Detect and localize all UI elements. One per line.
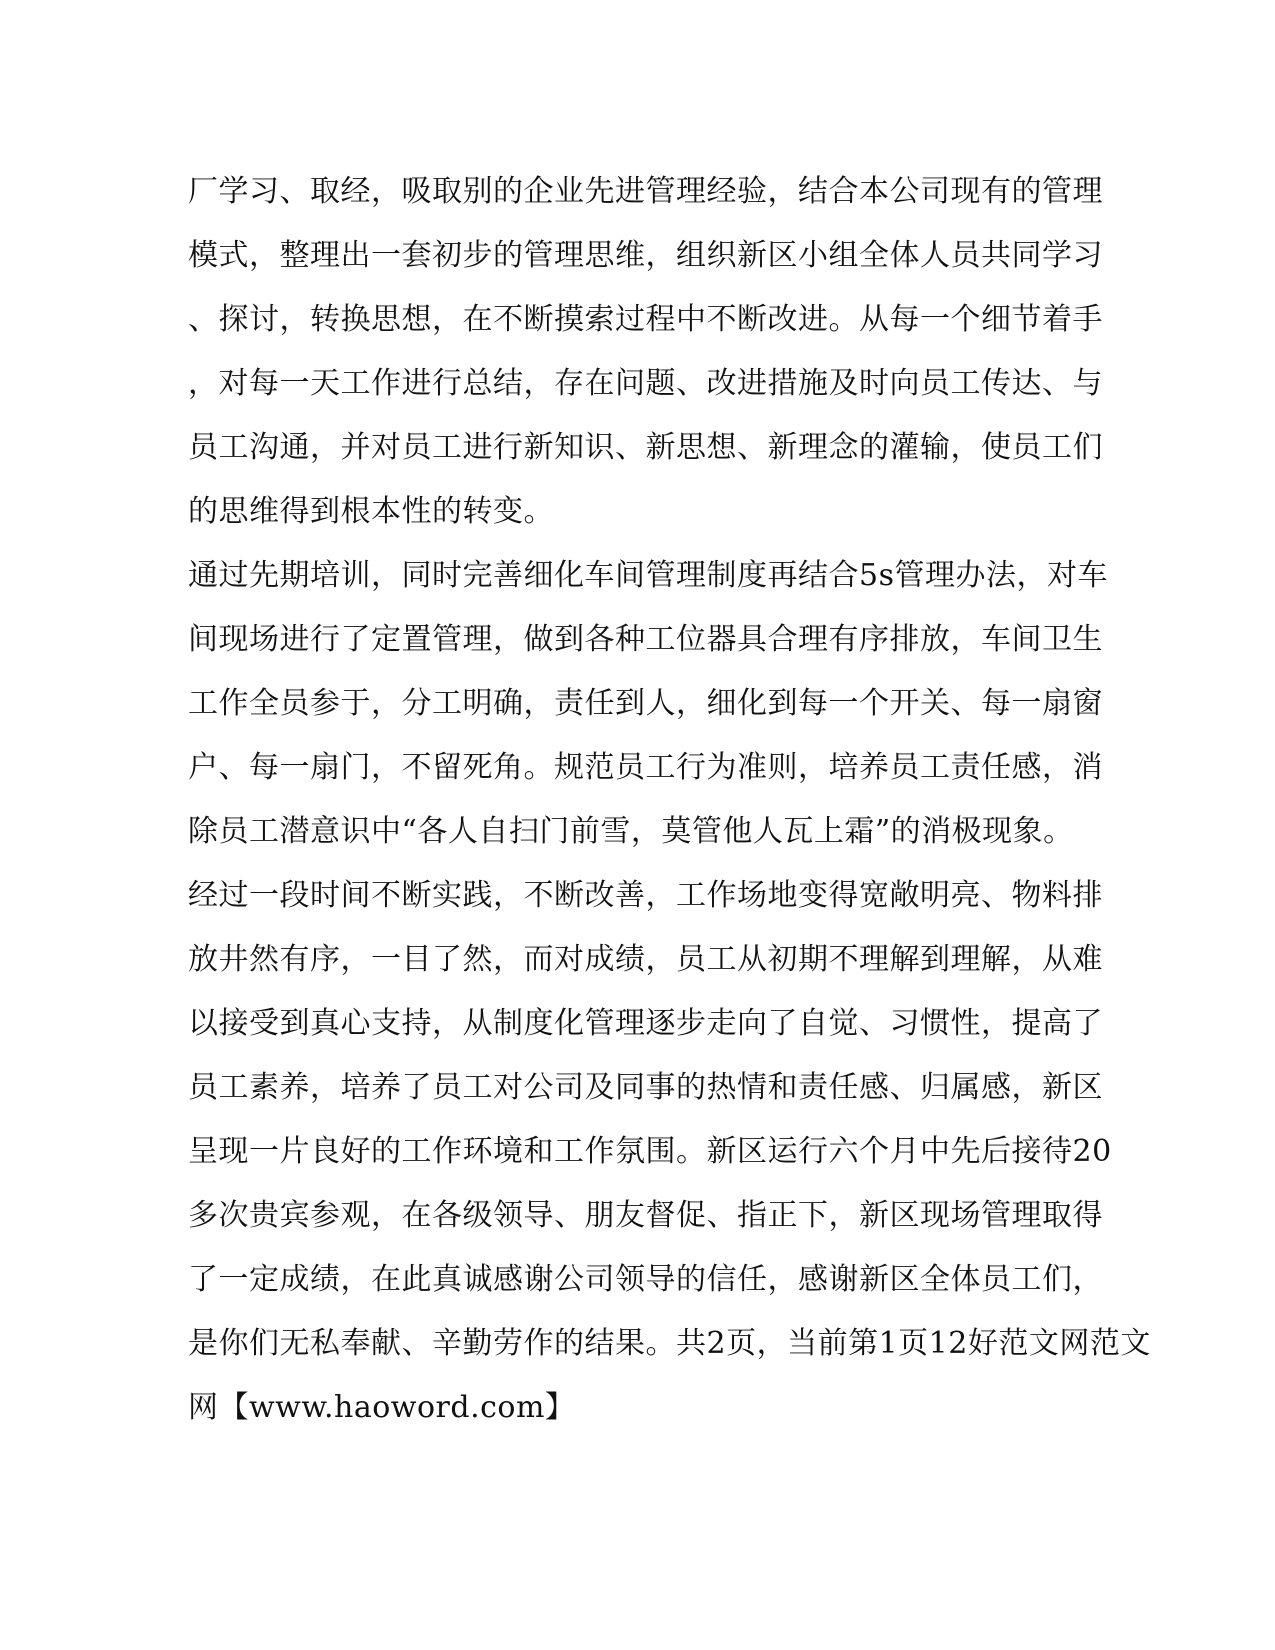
text-line: 通过先期培训，同时完善细化车间管理制度再结合5s管理办法，对车 bbox=[188, 558, 1108, 593]
text-line: 多次贵宾参观，在各级领导、朋友督促、指正下，新区现场管理取得 bbox=[188, 1198, 1103, 1233]
text-line: ，对每一天工作进行总结，存在问题、改进措施及时向员工传达、与 bbox=[188, 366, 1103, 401]
text-line: 员工素养，培养了员工对公司及同事的热情和责任感、归属感，新区 bbox=[188, 1070, 1103, 1105]
body-text bbox=[188, 160, 1151, 1440]
text-line: 经过一段时间不断实践，不断改善，工作场地变得宽敞明亮、物料排 bbox=[188, 878, 1103, 913]
text-line: 工作全员参于，分工明确，责任到人，细化到每一个开关、每一扇窗 bbox=[188, 686, 1103, 721]
text-line: 除员工潜意识中“各人自扫门前雪，莫管他人瓦上霜”的消极现象。 bbox=[188, 814, 1074, 849]
text-line: 、探讨，转换思想，在不断摸索过程中不断改进。从每一个细节着手 bbox=[188, 302, 1103, 337]
text-line: 间现场进行了定置管理，做到各种工位器具合理有序排放，车间卫生 bbox=[188, 622, 1103, 657]
text-line: 网【www.haoword.com】 bbox=[188, 1390, 576, 1425]
text-line: 户、每一扇门，不留死角。规范员工行为准则，培养员工责任感，消 bbox=[188, 750, 1103, 785]
text-line: 以接受到真心支持，从制度化管理逐步走向了自觉、习惯性，提高了 bbox=[188, 1006, 1103, 1041]
text-line: 呈现一片良好的工作环境和工作氛围。新区运行六个月中先后接待20 bbox=[188, 1134, 1112, 1169]
text-line: 放井然有序，一目了然，而对成绩，员工从初期不理解到理解，从难 bbox=[188, 942, 1103, 977]
text-line: 厂学习、取经，吸取别的企业先进管理经验，结合本公司现有的管理 bbox=[188, 174, 1103, 209]
text-line: 模式，整理出一套初步的管理思维，组织新区小组全体人员共同学习 bbox=[188, 238, 1103, 273]
text-line: 是你们无私奉献、辛勤劳作的结果。共2页，当前第1页12好范文网范文 bbox=[188, 1326, 1151, 1361]
text-line: 了一定成绩，在此真诚感谢公司领导的信任，感谢新区全体员工们， bbox=[188, 1262, 1103, 1297]
text-line: 员工沟通，并对员工进行新知识、新思想、新理念的灌输，使员工们 bbox=[188, 430, 1103, 465]
text-line: 的思维得到根本性的转变。 bbox=[188, 494, 554, 529]
